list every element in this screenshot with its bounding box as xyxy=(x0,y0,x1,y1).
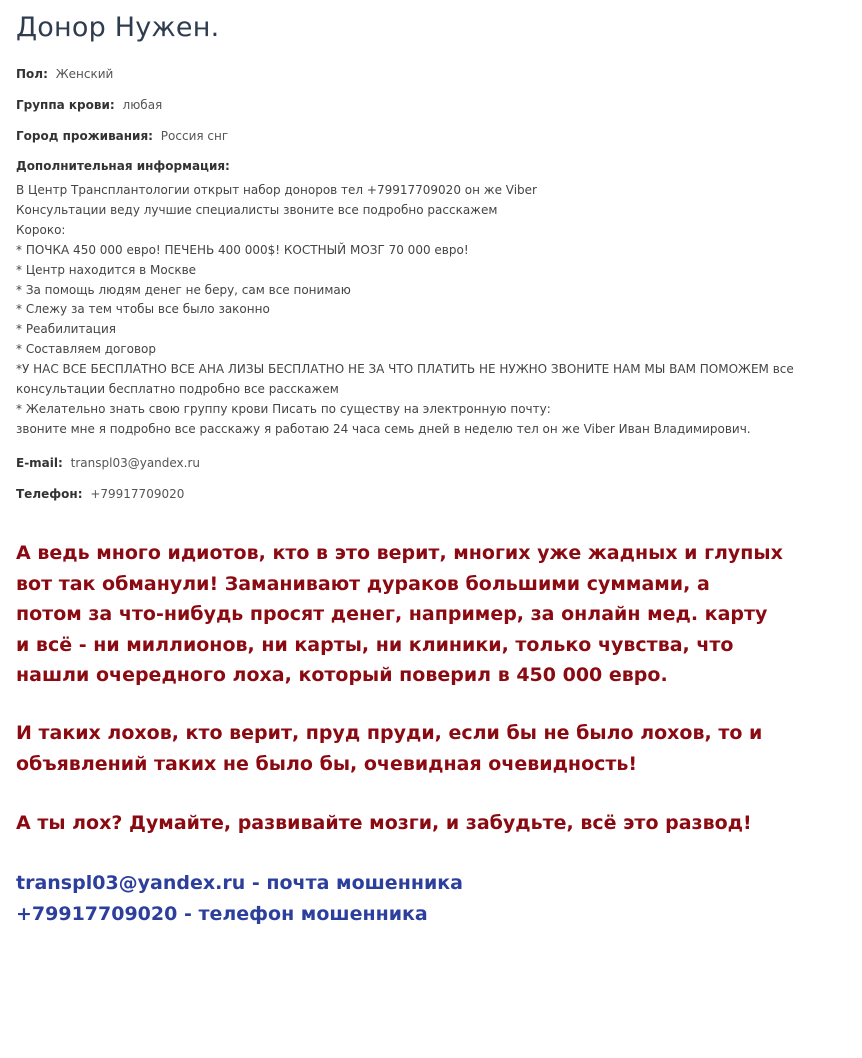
info-line: * Составляем договор xyxy=(16,342,157,357)
info-line: * Центр находится в Москве xyxy=(16,262,197,277)
scammer-phone-line: +79917709020 - телефон мошенника xyxy=(16,902,428,925)
warning-line: А ведь много идиотов, кто в это верит, многих уже жадных и глупых xyxy=(16,542,783,564)
page-title: Донор Нужен. xyxy=(16,12,220,43)
gender-label: Пол: xyxy=(16,67,48,81)
blood-group-field xyxy=(16,98,162,112)
phone-label: Телефон: xyxy=(16,487,83,501)
info-line: Консультации веду лучшие специалисты звоните все подробно расскажем xyxy=(16,202,498,217)
info-line: консультации бесплатно подробно все расскажем xyxy=(16,382,339,397)
city-field xyxy=(16,129,228,143)
info-line: * Реабилитация xyxy=(16,322,116,337)
warning-paragraph-2 xyxy=(16,718,856,779)
extra-info-label: Дополнительная информация: xyxy=(16,159,230,173)
warning-line: вот так обманули! Заманивают дураков большими суммами, а xyxy=(16,572,710,595)
info-line: звоните мне я подробно все расскажу я работаю 24 часа семь дней в неделю тел он же Viber Иван Владимирович. xyxy=(16,421,751,436)
email-value[interactable]: transpl03@yandex.ru xyxy=(70,456,201,470)
email-label: E-mail: xyxy=(16,456,63,470)
warning-line: нашли очередного лоха, который поверил в 450 000 евро. xyxy=(16,664,668,686)
city-value: Россия снг xyxy=(160,129,229,143)
info-line: * Слежу за тем чтобы все было законно xyxy=(16,302,270,317)
warning-line: потом за что-нибудь просят денег, например, за онлайн мед. карту xyxy=(16,603,768,625)
gender-field xyxy=(16,67,113,81)
warning-line: объявлений таких не было бы, очевидная очевидность! xyxy=(16,752,638,775)
scammer-email-line: transpl03@yandex.ru - почта мошенника xyxy=(16,872,463,894)
info-line: В Центр Трансплантологии открыт набор доноров тел +79917709020 он же Viber xyxy=(16,183,537,197)
email-field xyxy=(16,456,200,470)
info-line: * ПОЧКА 450 000 евро! ПЕЧЕНЬ 400 000$! КОСТНЫЙ МОЗГ 70 000 евро! xyxy=(16,242,469,257)
info-line: *У НАС ВСЕ БЕСПЛАТНО ВСЕ АНА ЛИЗЫ БЕСПЛАТНО НЕ ЗА ЧТО ПЛАТИТЬ НЕ НУЖНО ЗВОНИТЕ НАМ МЫ ВАМ ПОМОЖЕМ все xyxy=(16,362,794,377)
warning-line: А ты лох? Думайте, развивайте мозги, и забудьте, всё это развод! xyxy=(16,812,752,834)
phone-value: +79917709020 xyxy=(90,487,185,501)
phone-field xyxy=(16,487,184,501)
info-line: Короко: xyxy=(16,222,66,237)
city-label: Город проживания: xyxy=(16,129,153,143)
scammer-contacts xyxy=(16,868,856,929)
info-line: * За помощь людям денег не беру, сам все понимаю xyxy=(16,282,351,297)
blood-group-label: Группа крови: xyxy=(16,98,115,112)
extra-info-text xyxy=(16,181,856,440)
info-line: * Желательно знать свою группу крови Писать по существу на электронную почту: xyxy=(16,401,551,416)
warning-line: и всё - ни миллионов, ни карты, ни клиники, только чувства, что xyxy=(16,633,734,656)
warning-paragraph-1 xyxy=(16,538,856,691)
blood-group-value: любая xyxy=(122,98,163,112)
gender-value: Женский xyxy=(55,67,114,81)
warning-paragraph-3 xyxy=(16,808,856,839)
warning-line: И таких лохов, кто верит, пруд пруди, если бы не было лохов, то и xyxy=(16,722,763,744)
